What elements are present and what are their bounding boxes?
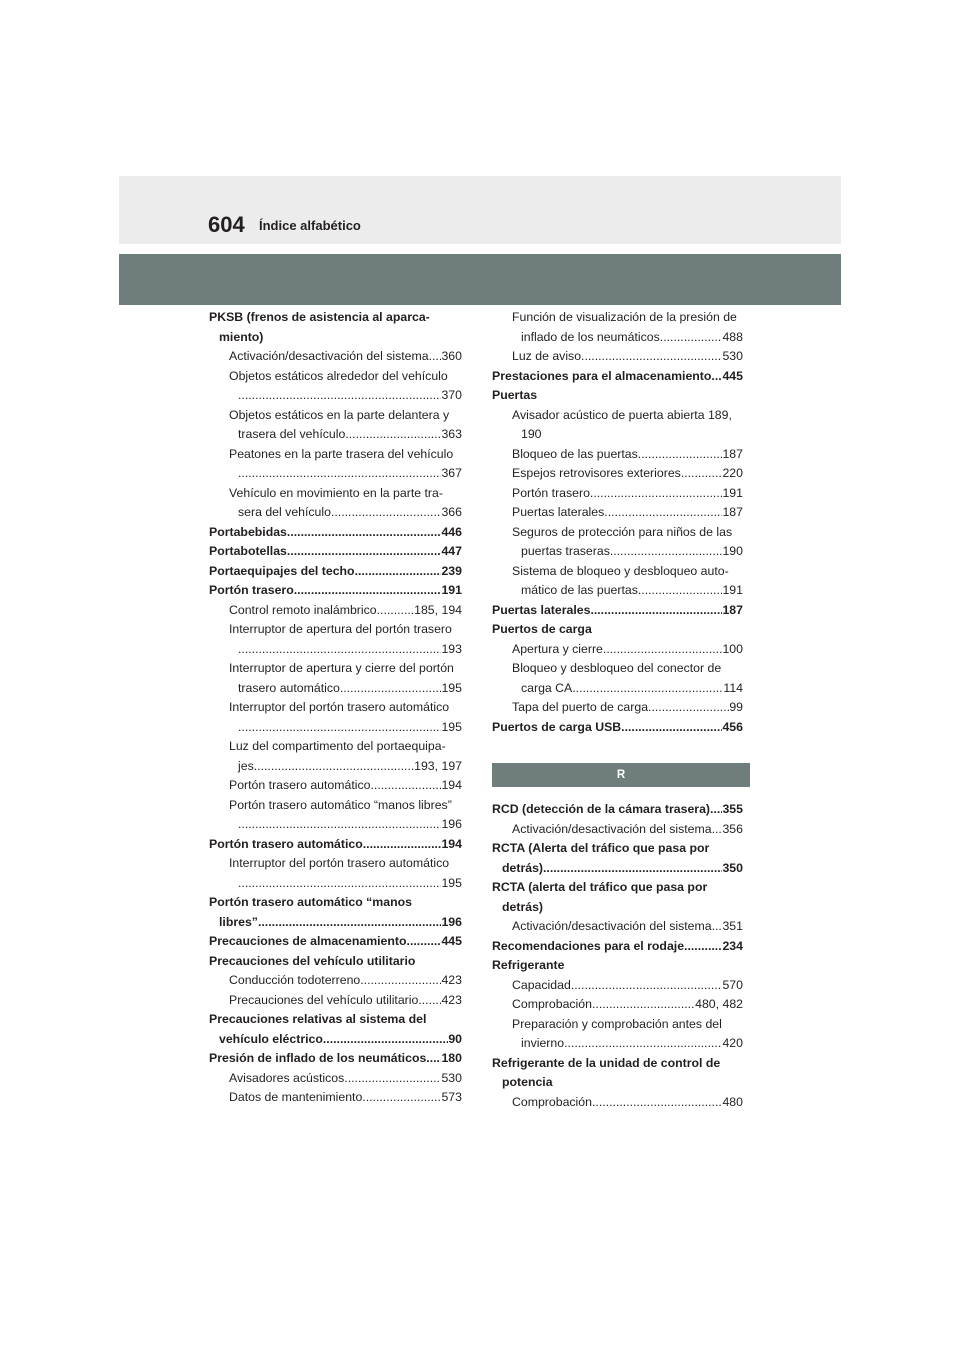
index-subentry: Luz del compartimento del portaequipa-	[229, 739, 446, 753]
page-reference: 367	[441, 466, 462, 480]
entry-text: trasera del vehículo	[238, 427, 346, 441]
entry-text: Control remoto inalámbrico	[229, 602, 377, 617]
entry-text: Prestaciones para el almacenamiento	[492, 368, 712, 383]
index-entry: Precauciones del vehículo utilitario	[209, 953, 416, 968]
index-entry	[209, 581, 462, 601]
index-subentry	[209, 347, 462, 367]
entry-text: Comprobación	[512, 1094, 592, 1109]
entry-text: Capacidad	[512, 977, 571, 992]
index-subentry	[492, 347, 743, 367]
entry-text: detrás)	[502, 860, 544, 875]
entry-text: Portón trasero automático	[209, 836, 363, 851]
entry-text: Precauciones del vehículo utilitario	[229, 992, 419, 1007]
page-reference: 191	[441, 583, 462, 597]
entry-text: invierno	[521, 1036, 565, 1050]
index-entry	[209, 1030, 462, 1050]
index-subentry: Seguros de protección para niños de las	[512, 524, 733, 539]
page-reference: 355	[722, 802, 743, 816]
entry-text: Puertas laterales	[492, 602, 591, 617]
entry-text: trasero automático	[238, 680, 340, 695]
entry-text: vehículo eléctrico	[219, 1031, 323, 1046]
page-reference: 193, 197	[414, 758, 462, 773]
entry-text: Portabebidas	[209, 524, 287, 539]
dot-leader	[592, 995, 695, 1015]
index-subentry	[492, 976, 743, 996]
dot-leader	[360, 971, 441, 991]
index-subentry	[492, 640, 743, 660]
entry-text: Comprobación	[512, 997, 592, 1011]
page-reference: 187	[722, 505, 743, 519]
page-reference: 180	[441, 1051, 462, 1065]
entry-text: Precauciones de almacenamiento	[209, 934, 407, 948]
index-entry	[492, 859, 743, 879]
index-subentry	[209, 971, 462, 991]
entry-text: Portón trasero	[512, 485, 590, 500]
entry-text: Bloqueo de las puertas	[512, 446, 638, 461]
entry-text: sera del vehículo	[238, 505, 331, 519]
index-entry	[209, 913, 462, 933]
page-reference: 100	[722, 641, 743, 656]
entry-text: Portaequipajes del techo	[209, 563, 355, 578]
entry-text: Datos de mantenimiento	[229, 1090, 363, 1104]
index-entry: Refrigerante de la unidad de control de	[492, 1055, 721, 1070]
dot-leader	[710, 800, 722, 820]
page-reference: 530	[441, 1070, 462, 1085]
page-reference: 190	[722, 544, 743, 558]
index-entry: Refrigerante	[492, 958, 565, 972]
page-reference: 239	[441, 563, 462, 578]
entry-text: Activación/desactivación del sistema	[229, 349, 429, 363]
page-reference: 423	[441, 992, 462, 1007]
index-subentry	[209, 1069, 462, 1089]
index-entry: RCTA (Alerta del tráfico que pasa por	[492, 841, 710, 855]
index-entry	[209, 835, 462, 855]
entry-text: Espejos retrovisores exteriores	[512, 466, 681, 480]
index-subentry	[492, 1093, 743, 1113]
entry-text: Tapa del puerto de carga	[512, 700, 649, 714]
entry-text: Conducción todoterreno	[229, 973, 361, 987]
dot-leader	[238, 874, 441, 894]
page-reference: 456	[722, 719, 743, 734]
entry-text: jes	[238, 758, 254, 773]
dot-leader	[294, 581, 442, 601]
index-subentry	[492, 995, 743, 1015]
page-reference: 196	[441, 914, 462, 929]
dot-leader	[238, 640, 441, 660]
index-subentry	[209, 464, 462, 484]
section-title: Índice alfabético	[259, 218, 361, 233]
index-entry	[492, 601, 743, 621]
index-subentry	[492, 464, 743, 484]
dot-leader	[407, 932, 442, 952]
index-entry	[209, 562, 462, 582]
index-entry	[209, 1049, 462, 1069]
page-reference: 570	[722, 977, 743, 992]
dot-leader	[581, 347, 722, 367]
dot-leader	[238, 718, 441, 738]
page-reference: 423	[441, 973, 462, 987]
index-subentry	[209, 874, 462, 894]
dot-leader	[238, 815, 441, 835]
dot-leader	[340, 679, 442, 699]
dot-leader	[238, 386, 441, 406]
entry-text: Activación/desactivación del sistema	[512, 821, 712, 836]
dot-leader	[344, 1069, 441, 1089]
page-reference: 366	[441, 505, 462, 519]
index-subentry: Peatones en la parte trasera del vehículo	[229, 446, 454, 461]
page-reference: 114	[723, 680, 743, 695]
dot-leader	[610, 542, 723, 562]
dot-leader	[660, 328, 723, 348]
dot-leader	[238, 464, 441, 484]
index-entry	[492, 937, 743, 957]
dot-leader	[638, 445, 723, 465]
index-entry: RCTA (alerta del tráfico que pasa por	[492, 880, 708, 894]
index-subentry	[492, 445, 743, 465]
index-subentry	[492, 1034, 743, 1054]
dot-leader	[592, 1093, 722, 1113]
page-reference: 99	[729, 700, 743, 714]
index-entry: Portón trasero automático “manos	[209, 895, 412, 909]
page-number: 604	[208, 212, 245, 237]
dot-leader	[603, 640, 723, 660]
index-subentry: Bloqueo y desbloqueo del conector de	[512, 661, 722, 675]
index-subentry: Interruptor del portón trasero automático	[229, 700, 450, 714]
index-column-right	[492, 308, 743, 1112]
page-reference: 191	[722, 583, 743, 597]
dot-leader	[258, 913, 442, 933]
dot-leader	[287, 542, 442, 562]
page-reference: 234	[722, 938, 743, 953]
index-subentry: 190	[521, 427, 542, 441]
dot-leader	[712, 820, 723, 840]
dot-leader	[345, 425, 441, 445]
index-subentry	[209, 1088, 462, 1108]
index-entry: Puertas	[492, 388, 538, 402]
index-entry	[209, 542, 462, 562]
dot-leader	[254, 757, 414, 777]
dot-leader	[648, 698, 729, 718]
index-subentry	[209, 718, 462, 738]
index-list-r	[492, 800, 743, 1112]
entry-text: Apertura y cierre	[512, 641, 603, 656]
index-subentry: Función de visualización de la presión de	[512, 310, 737, 324]
entry-text: libres”	[219, 914, 258, 929]
index-subentry	[209, 679, 462, 699]
page-reference: 530	[722, 349, 743, 363]
entry-text: carga CA	[521, 680, 573, 695]
page-reference: 488	[722, 329, 743, 344]
index-subentry	[492, 698, 743, 718]
page-reference: 420	[722, 1036, 743, 1050]
index-entry	[492, 800, 743, 820]
index-subentry	[492, 328, 743, 348]
entry-text: Avisadores acústicos	[229, 1070, 345, 1085]
dot-leader	[638, 581, 723, 601]
dot-leader	[590, 484, 723, 504]
entry-text: mático de las puertas	[521, 583, 638, 597]
index-entry: miento)	[219, 329, 264, 344]
index-subentry: Objetos estáticos alrededor del vehículo	[229, 368, 448, 383]
dot-leader	[377, 601, 415, 621]
index-subentry: Objetos estáticos en la parte delantera y	[229, 407, 450, 422]
dot-leader	[604, 503, 722, 523]
page-reference: 195	[441, 680, 462, 695]
index-subentry	[209, 640, 462, 660]
index-subentry	[492, 581, 743, 601]
page-reference: 185, 194	[414, 602, 462, 617]
index-entry	[209, 523, 462, 543]
dot-leader	[363, 835, 442, 855]
page-reference: 447	[441, 544, 462, 558]
index-subentry	[209, 757, 462, 777]
page-reference: 480	[722, 1094, 743, 1109]
index-subentry: Preparación y comprobación antes del	[512, 1016, 722, 1031]
index-subentry	[209, 386, 462, 406]
page-reference: 220	[722, 466, 743, 480]
index-entry	[492, 367, 743, 387]
index-column-left	[209, 308, 462, 1108]
entry-text: Puertas laterales	[512, 505, 605, 519]
entry-text: Activación/desactivación del sistema	[512, 919, 712, 933]
dot-leader	[331, 503, 442, 523]
page-reference: 360	[441, 349, 462, 363]
dot-leader	[543, 859, 722, 879]
dot-leader	[711, 367, 722, 387]
index-subentry: Interruptor de apertura del portón trasero	[229, 622, 452, 636]
page-reference: 351	[722, 919, 743, 933]
index-subentry: Sistema de bloqueo y desbloqueo auto-	[512, 563, 729, 578]
page-reference: 356	[722, 821, 743, 836]
page-reference: 90	[448, 1031, 462, 1046]
page-reference: 196	[441, 817, 462, 831]
page-reference: 445	[722, 368, 743, 383]
dot-leader	[355, 562, 442, 582]
dot-leader	[684, 937, 722, 957]
dot-leader	[418, 991, 441, 1011]
index-subentry	[209, 601, 462, 621]
entry-text: Portón trasero automático	[229, 778, 371, 792]
page-reference: 194	[441, 836, 462, 851]
page-reference: 187	[722, 446, 743, 461]
page-reference: 195	[441, 719, 462, 734]
index-list-p	[492, 308, 743, 737]
dot-leader	[572, 679, 723, 699]
index-entry: Precauciones relativas al sistema del	[209, 1012, 427, 1026]
index-entry: detrás)	[502, 899, 544, 914]
index-entry	[209, 932, 462, 952]
dot-leader	[712, 917, 723, 937]
index-subentry: Avisador acústico de puerta abierta 189,	[512, 407, 732, 422]
dot-leader	[429, 347, 442, 367]
index-subentry	[209, 815, 462, 835]
entry-text: Luz de aviso	[512, 349, 582, 363]
header-dark-band	[119, 254, 841, 305]
index-subentry	[209, 425, 462, 445]
dot-leader	[323, 1030, 448, 1050]
index-subentry	[492, 503, 743, 523]
dot-leader	[564, 1034, 722, 1054]
page-reference: 446	[441, 524, 462, 539]
entry-text: Portabotellas	[209, 544, 287, 558]
page-reference: 350	[722, 860, 743, 875]
page-reference: 480, 482	[695, 997, 743, 1011]
index-subentry	[492, 484, 743, 504]
index-subentry: Vehículo en movimiento en la parte tra-	[229, 485, 443, 500]
entry-text: Presión de inflado de los neumáticos	[209, 1051, 427, 1065]
index-subentry: Interruptor de apertura y cierre del portón	[229, 661, 454, 675]
dot-leader	[590, 601, 722, 621]
entry-text: RCD (detección de la cámara trasera)	[492, 802, 711, 816]
index-subentry	[492, 820, 743, 840]
index-entry: Puertos de carga	[492, 622, 592, 636]
dot-leader	[571, 976, 723, 996]
index-entry	[492, 718, 743, 738]
index-subentry	[209, 991, 462, 1011]
page-reference: 194	[441, 778, 462, 792]
dot-leader	[371, 776, 442, 796]
index-subentry	[209, 503, 462, 523]
dot-leader	[621, 718, 722, 738]
index-subentry	[492, 917, 743, 937]
letter-heading: R	[492, 763, 750, 787]
index-subentry	[209, 776, 462, 796]
page-reference: 370	[441, 388, 462, 402]
page-reference: 195	[441, 875, 462, 890]
page-reference: 573	[441, 1090, 462, 1104]
page-reference: 445	[441, 934, 462, 948]
entry-text: puertas traseras	[521, 544, 610, 558]
entry-text: inflado de los neumáticos	[521, 329, 660, 344]
index-subentry	[492, 679, 743, 699]
page-reference: 193	[441, 641, 462, 656]
dot-leader	[681, 464, 723, 484]
index-entry: PKSB (frenos de asistencia al aparca-	[209, 310, 430, 324]
dot-leader	[287, 523, 442, 543]
entry-text: Recomendaciones para el rodaje	[492, 938, 685, 953]
page-reference: 363	[441, 427, 462, 441]
dot-leader	[426, 1049, 441, 1069]
index-subentry: Interruptor del portón trasero automático	[229, 856, 450, 870]
index-subentry	[492, 542, 743, 562]
entry-text: Puertos de carga USB	[492, 719, 622, 734]
page-reference: 191	[722, 485, 743, 500]
entry-text: Portón trasero	[209, 583, 294, 597]
index-entry: potencia	[502, 1075, 553, 1089]
page-reference: 187	[722, 602, 743, 617]
index-subentry: Portón trasero automático “manos libres”	[229, 797, 452, 812]
dot-leader	[362, 1088, 441, 1108]
